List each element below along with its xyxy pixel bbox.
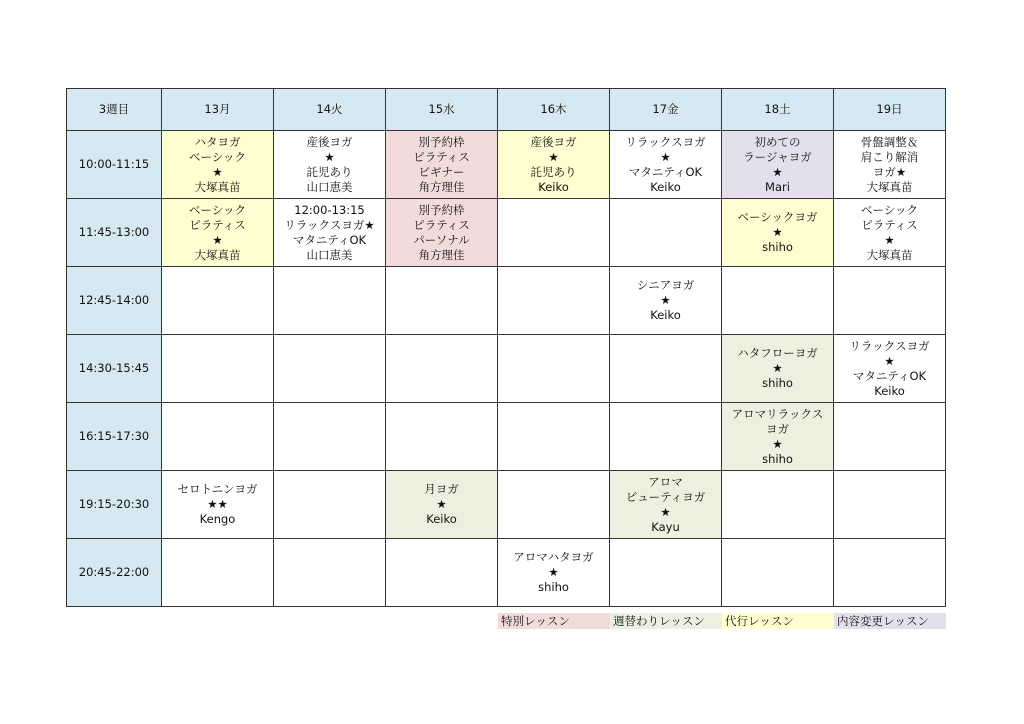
lesson-text-line: アロマハタヨガ (513, 550, 594, 564)
lesson-text-line: Kayu (651, 519, 680, 534)
lesson-text-line: 大塚真苗 (866, 179, 913, 194)
lesson-text-line: ピラティス (413, 217, 470, 232)
lesson-text-line: ★ (548, 565, 559, 579)
lesson-text-line: ★ (772, 164, 783, 179)
lesson-text-line: Keiko (874, 383, 905, 398)
lesson-text-line: リラックスヨガ★ (284, 217, 375, 232)
lesson-text-line: ピラティス (189, 217, 246, 232)
lesson-text-line: ハタフローヨガ (737, 346, 818, 360)
lesson-cell (386, 199, 498, 267)
lesson-cell (834, 199, 946, 267)
lesson-cell (722, 335, 834, 403)
time-slot-label: 20:45-22:00 (67, 539, 162, 607)
week-label: 3週目 (67, 89, 162, 131)
empty-cell (162, 267, 274, 335)
lesson-cell (610, 267, 722, 335)
day-header-19: 19日 (834, 89, 946, 131)
time-slot-label: 12:45-14:00 (67, 267, 162, 335)
time-slot-label: 19:15-20:30 (67, 471, 162, 539)
time-slot-row (67, 335, 946, 403)
empty-cell (498, 199, 610, 267)
lesson-text-line: 別予約枠 (418, 134, 465, 149)
lesson-text-line: Keiko (650, 179, 681, 194)
day-header-17: 17金 (610, 89, 722, 131)
time-slot-row (67, 267, 946, 335)
empty-cell (610, 335, 722, 403)
lesson-text-line: 12:00-13:15 (294, 202, 365, 217)
time-slot-label: 10:00-11:15 (67, 131, 162, 199)
color-legend (498, 613, 946, 629)
time-slot-row (67, 199, 946, 267)
day-header-15: 15水 (386, 89, 498, 131)
lesson-text-line: ★★ (207, 497, 228, 511)
lesson-text-line: 骨盤調整＆ (860, 134, 919, 149)
lesson-text-line: 託児あり (530, 164, 577, 179)
lesson-text-line: ベーシック (188, 149, 247, 164)
time-slot-row (67, 539, 946, 607)
empty-cell (498, 267, 610, 335)
time-slot-label: 16:15-17:30 (67, 403, 162, 471)
lesson-text-line: Keiko (650, 308, 681, 322)
lesson-text-line: ★ (660, 149, 671, 164)
empty-cell (274, 267, 386, 335)
empty-cell (386, 403, 498, 471)
empty-cell (162, 539, 274, 607)
lesson-text-line: リラックスヨガ (849, 338, 930, 353)
lesson-text-line: ★ (324, 149, 335, 164)
lesson-text-line: 山口恵美 (306, 179, 353, 194)
lesson-text-line: 産後ヨガ (530, 134, 577, 149)
lesson-text-line: ★ (772, 225, 783, 239)
empty-cell (834, 539, 946, 607)
lesson-text-line: シニアヨガ (636, 278, 695, 292)
lesson-text-line: マタニティOK (292, 232, 367, 247)
schedule-table (66, 88, 946, 607)
lesson-text-line: 肩こり解消 (860, 149, 919, 164)
empty-cell (834, 267, 946, 335)
lesson-cell (722, 199, 834, 267)
lesson-text-line: 大塚真苗 (866, 247, 913, 262)
lesson-text-line: ★ (772, 361, 783, 375)
lesson-cell (162, 471, 274, 539)
day-header-16: 16木 (498, 89, 610, 131)
empty-cell (610, 539, 722, 607)
lesson-text-line: リラックスヨガ (625, 134, 706, 149)
lesson-text-line: ★ (884, 232, 895, 247)
lesson-text-line: ベーシック (860, 202, 919, 217)
lesson-text-line: Keiko (426, 512, 457, 526)
lesson-text-line: shiho (762, 376, 793, 390)
schedule-body (67, 131, 946, 607)
lesson-text-line: Keiko (538, 179, 569, 194)
lesson-text-line: ピラティス (413, 149, 470, 164)
empty-cell (498, 471, 610, 539)
lesson-text-line: アロマリラックス (731, 406, 824, 421)
header-row (67, 89, 946, 131)
lesson-text-line: ヨガ★ (872, 164, 907, 179)
empty-cell (498, 335, 610, 403)
time-slot-row (67, 403, 946, 471)
lesson-text-line: ★ (660, 293, 671, 307)
legend-item: 内容変更レッスン (834, 613, 946, 629)
lesson-cell (162, 199, 274, 267)
lesson-cell (498, 131, 610, 199)
empty-cell (274, 335, 386, 403)
lesson-text-line: ★ (212, 232, 223, 247)
lesson-text-line: 産後ヨガ (306, 134, 353, 149)
lesson-cell (834, 131, 946, 199)
legend-item: 週替わりレッスン (610, 613, 722, 629)
empty-cell (722, 539, 834, 607)
empty-cell (386, 267, 498, 335)
lesson-text-line: ★ (436, 497, 447, 511)
lesson-text-line: ビギナー (418, 164, 465, 179)
empty-cell (386, 335, 498, 403)
empty-cell (162, 335, 274, 403)
empty-cell (386, 539, 498, 607)
lesson-text-line: マタニティOK (628, 164, 703, 179)
lesson-text-line: 角方理佳 (418, 247, 465, 262)
empty-cell (274, 403, 386, 471)
lesson-cell (162, 131, 274, 199)
day-header-18: 18土 (722, 89, 834, 131)
empty-cell (610, 199, 722, 267)
lesson-cell (722, 403, 834, 471)
lesson-text-line: マタニティOK (852, 368, 927, 383)
lesson-text-line: ベーシックヨガ (737, 210, 818, 224)
lesson-text-line: Mari (765, 179, 790, 194)
lesson-text-line: 山口恵美 (306, 247, 353, 262)
lesson-cell (386, 471, 498, 539)
lesson-text-line: 月ヨガ (424, 482, 459, 496)
lesson-text-line: ハタヨガ (194, 134, 241, 149)
lesson-text-line: ビューティヨガ (625, 489, 706, 504)
lesson-cell (498, 539, 610, 607)
lesson-cell (834, 335, 946, 403)
lesson-text-line: セロトニンヨガ (177, 482, 258, 496)
empty-cell (722, 267, 834, 335)
lesson-cell (274, 131, 386, 199)
lesson-cell (610, 471, 722, 539)
lesson-text-line: ★ (212, 164, 223, 179)
time-slot-row (67, 471, 946, 539)
lesson-text-line: Kengo (199, 512, 236, 526)
day-header-13: 13月 (162, 89, 274, 131)
lesson-text-line: 別予約枠 (418, 202, 465, 217)
empty-cell (834, 471, 946, 539)
lesson-text-line: 大塚真苗 (194, 179, 241, 194)
lesson-text-line: パーソナル (413, 232, 470, 247)
lesson-text-line: 角方理佳 (418, 179, 465, 194)
time-slot-label: 11:45-13:00 (67, 199, 162, 267)
lesson-text-line: ピラティス (861, 217, 918, 232)
lesson-text-line: ラージャヨガ (743, 149, 812, 164)
lesson-text-line: ヨガ (766, 421, 789, 436)
lesson-text-line: ★ (548, 149, 559, 164)
lesson-text-line: ベーシック (188, 202, 247, 217)
lesson-text-line: shiho (538, 580, 569, 594)
empty-cell (274, 471, 386, 539)
empty-cell (162, 403, 274, 471)
empty-cell (610, 403, 722, 471)
lesson-text-line: shiho (762, 240, 793, 254)
lesson-cell (274, 199, 386, 267)
lesson-text-line: ★ (772, 436, 783, 451)
legend-item: 特別レッスン (498, 613, 610, 629)
lesson-text-line: shiho (762, 451, 793, 466)
lesson-text-line: 大塚真苗 (194, 247, 241, 262)
time-slot-label: 14:30-15:45 (67, 335, 162, 403)
empty-cell (834, 403, 946, 471)
lesson-cell (610, 131, 722, 199)
lesson-text-line: 初めての (754, 134, 801, 149)
lesson-cell (722, 131, 834, 199)
lesson-text-line: ★ (660, 504, 671, 519)
empty-cell (498, 403, 610, 471)
lesson-text-line: 託児あり (306, 164, 353, 179)
lesson-cell (386, 131, 498, 199)
empty-cell (274, 539, 386, 607)
lesson-text-line: アロマ (648, 474, 683, 489)
legend-item: 代行レッスン (722, 613, 834, 629)
empty-cell (722, 471, 834, 539)
day-header-14: 14火 (274, 89, 386, 131)
lesson-text-line: ★ (884, 353, 895, 368)
time-slot-row (67, 131, 946, 199)
